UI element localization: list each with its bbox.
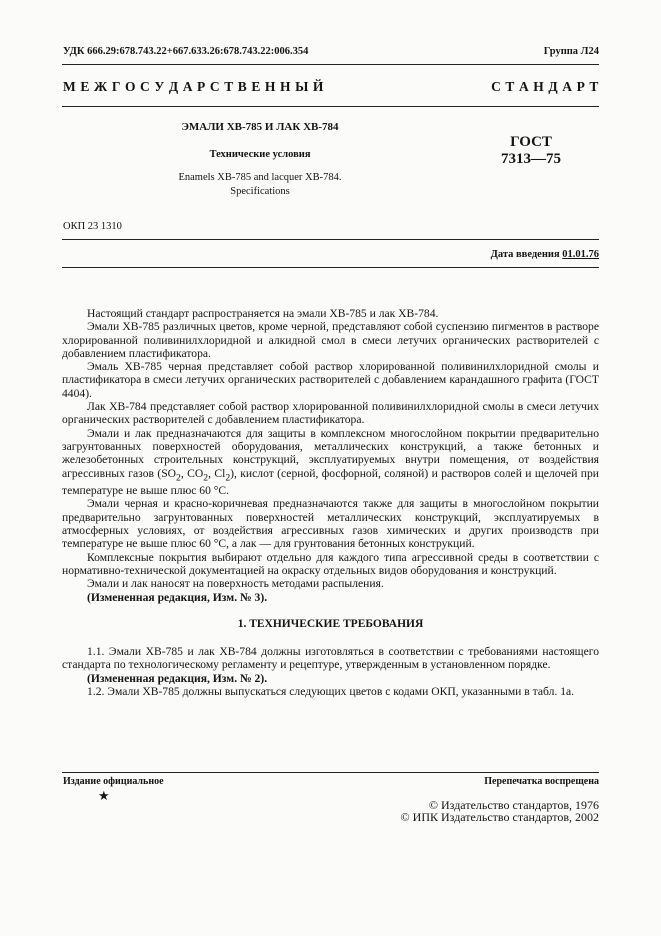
section-1-text xyxy=(62,645,599,698)
gost-label: ГОСТ xyxy=(510,134,552,150)
footer-divider xyxy=(62,772,599,773)
paragraph-enamel-black: Эмаль ХВ-785 черная представляет собой раствор хлорированной поливинилхлоридной смолы и пластификатора в смеси летучих органических растворителей с добавлением карандашного графита (ГОСТ 4404). xyxy=(62,360,599,400)
copyright-1976: © Издательство стандартов, 1976 xyxy=(428,798,599,812)
top-divider xyxy=(62,64,599,65)
document-subtitle: Технические условия xyxy=(209,149,311,160)
star-icon: ★ xyxy=(98,788,110,803)
paragraph-enamel-colors: Эмали ХВ-785 различных цветов, кроме черной, представляют собой суспензию пигментов в растворе хлорированной поливинилхлоридной и алкидной смол в смеси летучих органических растворителей с добавлением пластификатора. xyxy=(62,320,599,360)
date-divider xyxy=(62,267,599,268)
paragraph-purpose xyxy=(62,427,599,498)
clause-1-2: 1.2. Эмали ХВ-785 должны выпускаться следующих цветов с кодами ОКП, указанными в табл. 1а. xyxy=(87,684,575,698)
paragraph-scope: Настоящий стандарт распространяется на эмали ХВ-785 и лак ХВ-784. xyxy=(87,307,439,320)
purpose-text-b: , CO xyxy=(180,466,204,480)
gost-designation xyxy=(486,134,576,168)
english-title-line2: Specifications xyxy=(230,186,290,197)
banner-word-interstate: М Е Ж Г О С У Д А Р С Т В Е Н Н Ы Й xyxy=(63,79,325,94)
amendment-note-3: (Измененная редакция, Изм. № 3). xyxy=(87,590,268,604)
introduction-date xyxy=(491,249,599,260)
subscript-co2: 2 xyxy=(203,471,209,483)
document-title: ЭМАЛИ ХВ-785 И ЛАК ХВ-784 xyxy=(181,121,339,133)
amendment-note-2: (Измененная редакция, Изм. № 2). xyxy=(87,671,268,685)
interstate-standard-banner xyxy=(63,79,599,95)
paragraph-complex-coatings: Комплексные покрытия выбирают отдельно для каждого типа агрессивной среды в соответствии с нормативно-технической документацией на окраску отдельных видов оборудования и конструкций. xyxy=(62,550,599,577)
section-heading-technical-requirements: 1. ТЕХНИЧЕСКИЕ ТРЕБОВАНИЯ xyxy=(237,618,424,630)
banner-word-standard: С Т А Н Д А Р Т xyxy=(491,79,599,94)
introduction-date-label: Дата введения xyxy=(490,249,563,260)
udk-code: УДК 666.29:678.743.22+667.633.26:678.743.22:006.354 xyxy=(63,46,309,57)
banner-divider xyxy=(62,106,599,107)
purpose-text-a: Эмали и лак предназначаются для защиты в комплексном многослойном покрытии предварительно загрунтованных поверхностей оборудования, металлических конструкций, а также бетонных и железобетонных строительных конструкций, эксплуатируемых внутри помещения, от воздействия агрессивных газов (SO xyxy=(62,426,599,480)
introduction-date-value: 01.01.76 xyxy=(562,249,599,260)
paragraph-lacquer: Лак ХВ-784 представляет собой раствор хлорированной поливинилхлоридной смолы в смеси летучих органических растворителей с добавлением пластификатора. xyxy=(62,400,599,427)
english-title-line1: Enamels XB-785 and lacquer XB-784. xyxy=(178,172,342,183)
okp-divider xyxy=(62,239,599,240)
subscript-cl2: 2 xyxy=(225,471,231,483)
gost-number: 7313—75 xyxy=(501,151,561,167)
body-text xyxy=(62,307,599,604)
okp-code: ОКП 23 1310 xyxy=(63,221,122,232)
copyright-2002: © ИПК Издательство стандартов, 2002 xyxy=(400,810,599,824)
group-code: Группа Л24 xyxy=(543,46,599,57)
english-title xyxy=(140,171,380,199)
subscript-so2: 2 xyxy=(176,471,181,483)
purpose-text-c: , Cl xyxy=(208,466,226,480)
paragraph-application: Эмали и лак наносят на поверхность методами распыления. xyxy=(87,577,384,591)
paragraph-black-brown: Эмали черная и красно-коричневая предназначаются также для защиты в многослойном покрытии предварительно загрунтованных поверхностей металлических конструкций, эксплуатируемых в атмосферных условиях, от воздействия агрессивных газов химических и других производств при температуре не выше плюс 60 °С, а лак — для грунтования бетонных конструкций. xyxy=(62,497,599,551)
purpose-text-d: ), кислот (серной, фосфорной, соляной) и растворов солей и щелочей при температуре не выше плюс 60 °С. xyxy=(62,466,599,498)
official-edition: Издание официальное xyxy=(63,776,164,787)
clause-1-1: 1.1. Эмали ХВ-785 и лак ХВ-784 должны изготовляться в соответствии с требованиями настоящего стандарта по технологическому регламенту и рецептуре, утвержденным в установленном порядке. xyxy=(62,645,599,672)
reprint-prohibited: Перепечатка воспрещена xyxy=(484,776,599,787)
